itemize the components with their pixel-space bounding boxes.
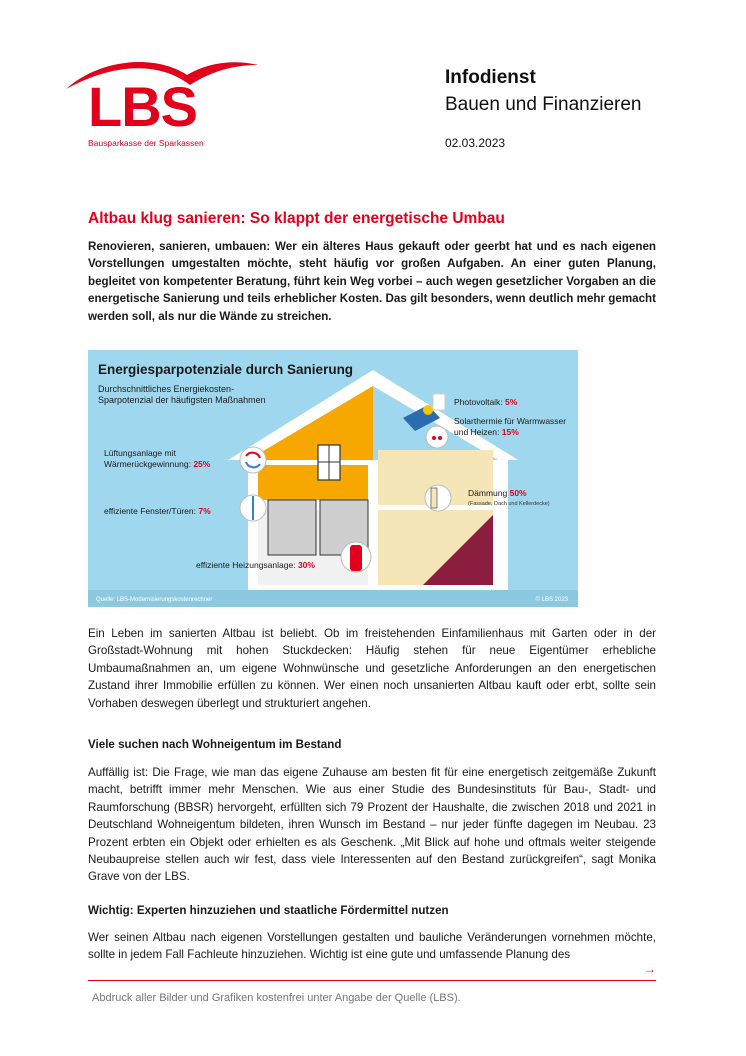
lbs-logo [62, 55, 262, 155]
label-text: effiziente Fenster/Türen: [104, 506, 196, 516]
paragraph-2: Auffällig ist: Die Frage, wie man das eigene Zuhause am besten fit für eine energetisch zeitgemäße Zukunft macht, betrifft immer mehr Menschen. Wie aus einer Studie des Bundesinstituts für Bau-, Stadt- und Raumforschung (BBSR) hervorgeht, erfüllten sich 79 Prozent der Haushalte, die zwischen 2018 und 2021 in Deutschland Wohneigentum bildeten, ihren Wunsch im Bestand – nur jeder fünfte dagegen im Neubau. 23 Prozent erbten ein Objekt oder erhielten es als Geschenk. „Mit Blick auf hohe und oftmals weiter steigende Neubaupreise stellen auch wir fest, dass viele Interessenten auf den Bestand zurückgreifen“, sagt Monika Grave von der LBS. [88, 766, 656, 884]
continue-arrow-icon: → [644, 962, 656, 976]
logo-tagline: Bausparkasse der Sparkassen [88, 138, 204, 148]
infographic-source: Quelle: LBS-Modernisierungskostenrechner [96, 597, 213, 603]
label-fenster [104, 506, 211, 517]
paragraph-3: Wer seinen Altbau nach eigenen Vorstellungen gestalten und bauliche Veränderungen vornehmen möchte, sollte in jedem Fall Fachleute hinzuziehen. Wichtig ist eine gute und umfassende Planung des [88, 931, 656, 962]
paragraph-1: Ein Leben im sanierten Altbau ist beliebt. Ob im freistehenden Einfamilienhaus mit Garten oder in der Großstadt-Wohnung mit hohen Stuckdecken: Häufig stehen für neue Eigentümer erhebliche Umbaumaßnahmen an, um eigene Wohnwünsche und gesetzliche Anforderungen an den energetischen Zustand ihrer Immobilie erfüllen zu können. Wer einen noch unsanierten Altbau kauft oder erbt, sollte sein Vorhaben deswegen überlegt und strukturiert angehen. [88, 627, 656, 710]
subheading-1: Viele suchen nach Wohneigentum im Bestand [88, 738, 342, 751]
label-value: 30% [297, 560, 315, 570]
infographic-title: Energiesparpotenziale durch Sanierung [98, 362, 354, 377]
label-value: 25% [193, 458, 211, 469]
label-photovoltaik [454, 397, 517, 408]
label-solarthermie [454, 416, 569, 437]
logo-wordmark: LBS [88, 75, 197, 138]
article-lead: Renovieren, sanieren, umbauen: Wer ein älteres Haus gekauft oder geerbt hat und es nach eigenen Vorstellungen umgestalten möchte, steht häufig vor großen Aufgaben. An einer guten Planung, begleitet von kompetenter Beratung, führt kein Weg vorbei – auch wegen gesetzlicher Vorgaben an die energetische Sanierung und teils erheblicher Kosten. Das gilt besonders, wenn deutlich mehr gemacht werden soll, als nur die Wände zu streichen. [88, 240, 656, 323]
label-value: 50% [509, 488, 527, 498]
article-title: Altbau klug sanieren: So klappt der energetische Umbau [88, 210, 505, 227]
subheading-2: Wichtig: Experten hinzuziehen und staatliche Fördermittel nutzen [88, 904, 449, 917]
label-text: Lüftungsanlage mit Wärmerückgewinnung: [104, 448, 191, 469]
label-daemmung [468, 488, 576, 509]
header-block [445, 66, 641, 150]
header-title: Infodienst [445, 67, 536, 88]
infographic [88, 350, 578, 607]
infographic-copyright: © LBS 2023 [535, 597, 568, 603]
label-value: 7% [198, 506, 211, 516]
header-subtitle: Bauen und Finanzieren [445, 94, 642, 115]
footer-divider [88, 980, 656, 981]
label-text: Dämmung [468, 488, 508, 498]
label-lueftungsanlage [104, 448, 234, 469]
footer-note: Abdruck aller Bilder und Grafiken kostenfrei unter Angabe der Quelle (LBS). [92, 992, 461, 1004]
label-value: 5% [505, 397, 518, 407]
header-date: 02.03.2023 [445, 136, 506, 150]
infographic-subtitle: Durchschnittliches Energiekosten-Sparpotenzial der häufigsten Maßnahmen [98, 384, 266, 405]
label-text: Photovoltaik: [454, 397, 503, 407]
label-text: Solarthermie für Warmwasser und Heizen: [454, 416, 567, 437]
label-note: (Fassade, Dach und Kellerdecke) [468, 500, 550, 507]
label-value: 15% [501, 426, 519, 437]
label-heizungsanlage [196, 560, 315, 571]
label-text: effiziente Heizungsanlage: [196, 560, 296, 570]
